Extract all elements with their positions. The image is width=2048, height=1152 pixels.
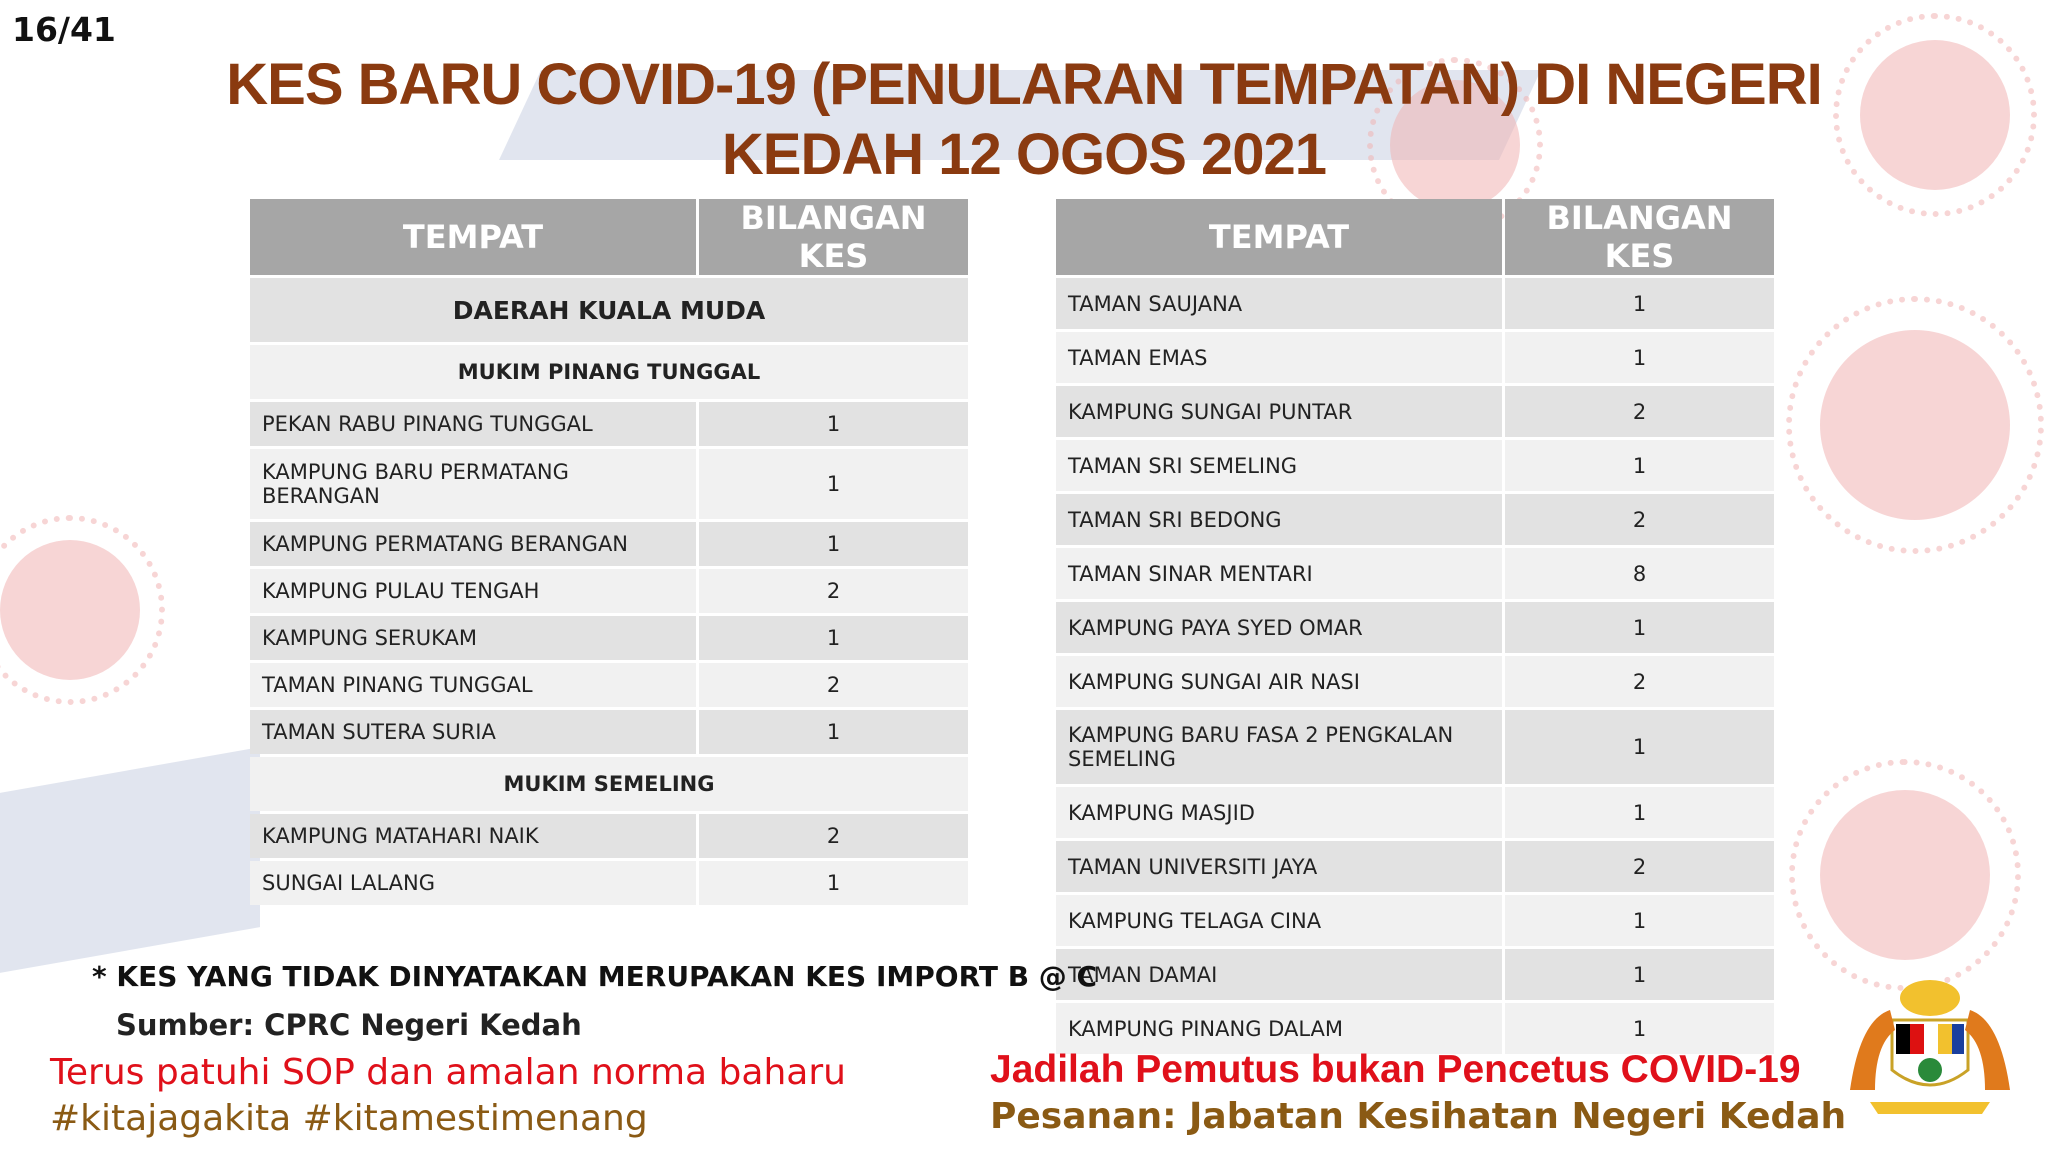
place-cell: KAMPUNG PINANG DALAM <box>1056 1003 1502 1054</box>
place-cell: TAMAN UNIVERSITI JAYA <box>1056 841 1502 892</box>
table-row <box>1056 440 1774 491</box>
message-source: Pesanan: Jabatan Kesihatan Negeri Kedah <box>990 1096 1847 1137</box>
title-line-2: KEDAH 12 OGOS 2021 <box>721 122 1327 187</box>
right-case-table <box>1053 196 1777 1057</box>
count-cell: 2 <box>1505 656 1774 707</box>
place-cell: TAMAN DAMAI <box>1056 949 1502 1000</box>
column-header-place: TEMPAT <box>250 199 696 275</box>
district-row <box>250 278 968 342</box>
count-cell: 1 <box>699 710 968 754</box>
place-cell: KAMPUNG SUNGAI AIR NASI <box>1056 656 1502 707</box>
count-cell: 1 <box>699 616 968 660</box>
kedah-coat-of-arms-logo <box>1830 970 2030 1120</box>
table-row <box>1056 494 1774 545</box>
place-cell: SUNGAI LALANG <box>250 861 696 905</box>
count-cell: 2 <box>1505 494 1774 545</box>
table-row <box>1056 841 1774 892</box>
count-cell: 1 <box>699 449 968 519</box>
place-cell: KAMPUNG PULAU TENGAH <box>250 569 696 613</box>
virus-decoration-icon <box>0 540 140 680</box>
table-row <box>250 522 968 566</box>
place-cell: TAMAN SINAR MENTARI <box>1056 548 1502 599</box>
place-cell: TAMAN PINANG TUNGGAL <box>250 663 696 707</box>
mukim-label: MUKIM PINANG TUNGGAL <box>250 345 968 399</box>
virus-decoration-icon <box>1820 330 2010 520</box>
count-cell: 1 <box>699 402 968 446</box>
source-note: Sumber: CPRC Negeri Kedah <box>116 1008 582 1042</box>
place-cell: KAMPUNG SUNGAI PUNTAR <box>1056 386 1502 437</box>
place-cell: KAMPUNG PAYA SYED OMAR <box>1056 602 1502 653</box>
table-row <box>1056 602 1774 653</box>
table-row <box>1056 1003 1774 1054</box>
sop-message: Terus patuhi SOP dan amalan norma baharu <box>50 1052 846 1093</box>
count-cell: 8 <box>1505 548 1774 599</box>
footnote: * KES YANG TIDAK DINYATAKAN MERUPAKAN KES IMPORT B @ C <box>92 960 1098 993</box>
count-cell: 1 <box>1505 278 1774 329</box>
table-row <box>1056 710 1774 784</box>
left-case-table <box>247 196 971 908</box>
table-row <box>1056 386 1774 437</box>
place-cell: TAMAN SRI BEDONG <box>1056 494 1502 545</box>
count-cell: 2 <box>1505 386 1774 437</box>
hashtags: #kitajagakita #kitamestimenang <box>50 1098 648 1139</box>
count-cell: 1 <box>699 861 968 905</box>
column-header-count: BILANGAN KES <box>699 199 968 275</box>
slogan: Jadilah Pemutus bukan Pencetus COVID-19 <box>990 1048 1801 1091</box>
count-cell: 1 <box>1505 895 1774 946</box>
place-cell: KAMPUNG BARU PERMATANG BERANGAN <box>250 449 696 519</box>
place-cell: KAMPUNG MATAHARI NAIK <box>250 814 696 858</box>
table-row <box>250 402 968 446</box>
table-row <box>250 616 968 660</box>
table-row <box>1056 656 1774 707</box>
table-row <box>250 814 968 858</box>
table-row <box>1056 278 1774 329</box>
table-header-row <box>250 199 968 275</box>
table-row <box>1056 949 1774 1000</box>
mukim-row <box>250 757 968 811</box>
column-header-count: BILANGAN KES <box>1505 199 1774 275</box>
place-cell: PEKAN RABU PINANG TUNGGAL <box>250 402 696 446</box>
count-cell: 1 <box>1505 787 1774 838</box>
count-cell: 1 <box>1505 710 1774 784</box>
column-header-place: TEMPAT <box>1056 199 1502 275</box>
slide-number: 16/41 <box>12 10 116 49</box>
table-row <box>1056 895 1774 946</box>
place-cell: TAMAN SUTERA SURIA <box>250 710 696 754</box>
table-header-row <box>1056 199 1774 275</box>
table-row <box>250 449 968 519</box>
place-cell: TAMAN EMAS <box>1056 332 1502 383</box>
count-cell: 1 <box>699 522 968 566</box>
title-line-1: KES BARU COVID-19 (PENULARAN TEMPATAN) DI NEGERI <box>226 52 1822 117</box>
table-row <box>250 861 968 905</box>
count-cell: 1 <box>1505 440 1774 491</box>
count-cell: 1 <box>1505 602 1774 653</box>
count-cell: 1 <box>1505 1003 1774 1054</box>
table-row <box>250 663 968 707</box>
place-cell: TAMAN SAUJANA <box>1056 278 1502 329</box>
district-label: DAERAH KUALA MUDA <box>250 278 968 342</box>
count-cell: 1 <box>1505 949 1774 1000</box>
table-row <box>1056 548 1774 599</box>
count-cell: 2 <box>699 814 968 858</box>
table-row <box>250 569 968 613</box>
mukim-label: MUKIM SEMELING <box>250 757 968 811</box>
count-cell: 2 <box>699 569 968 613</box>
table-row <box>1056 787 1774 838</box>
table-row <box>1056 332 1774 383</box>
count-cell: 1 <box>1505 332 1774 383</box>
count-cell: 2 <box>1505 841 1774 892</box>
mukim-row <box>250 345 968 399</box>
place-cell: KAMPUNG SERUKAM <box>250 616 696 660</box>
place-cell: TAMAN SRI SEMELING <box>1056 440 1502 491</box>
place-cell: KAMPUNG PERMATANG BERANGAN <box>250 522 696 566</box>
virus-decoration-icon <box>1820 790 1990 960</box>
place-cell: KAMPUNG MASJID <box>1056 787 1502 838</box>
page-title <box>0 50 2048 190</box>
place-cell: KAMPUNG BARU FASA 2 PENGKALAN SEMELING <box>1056 710 1502 784</box>
background-band <box>0 747 260 973</box>
place-cell: KAMPUNG TELAGA CINA <box>1056 895 1502 946</box>
count-cell: 2 <box>699 663 968 707</box>
table-row <box>250 710 968 754</box>
